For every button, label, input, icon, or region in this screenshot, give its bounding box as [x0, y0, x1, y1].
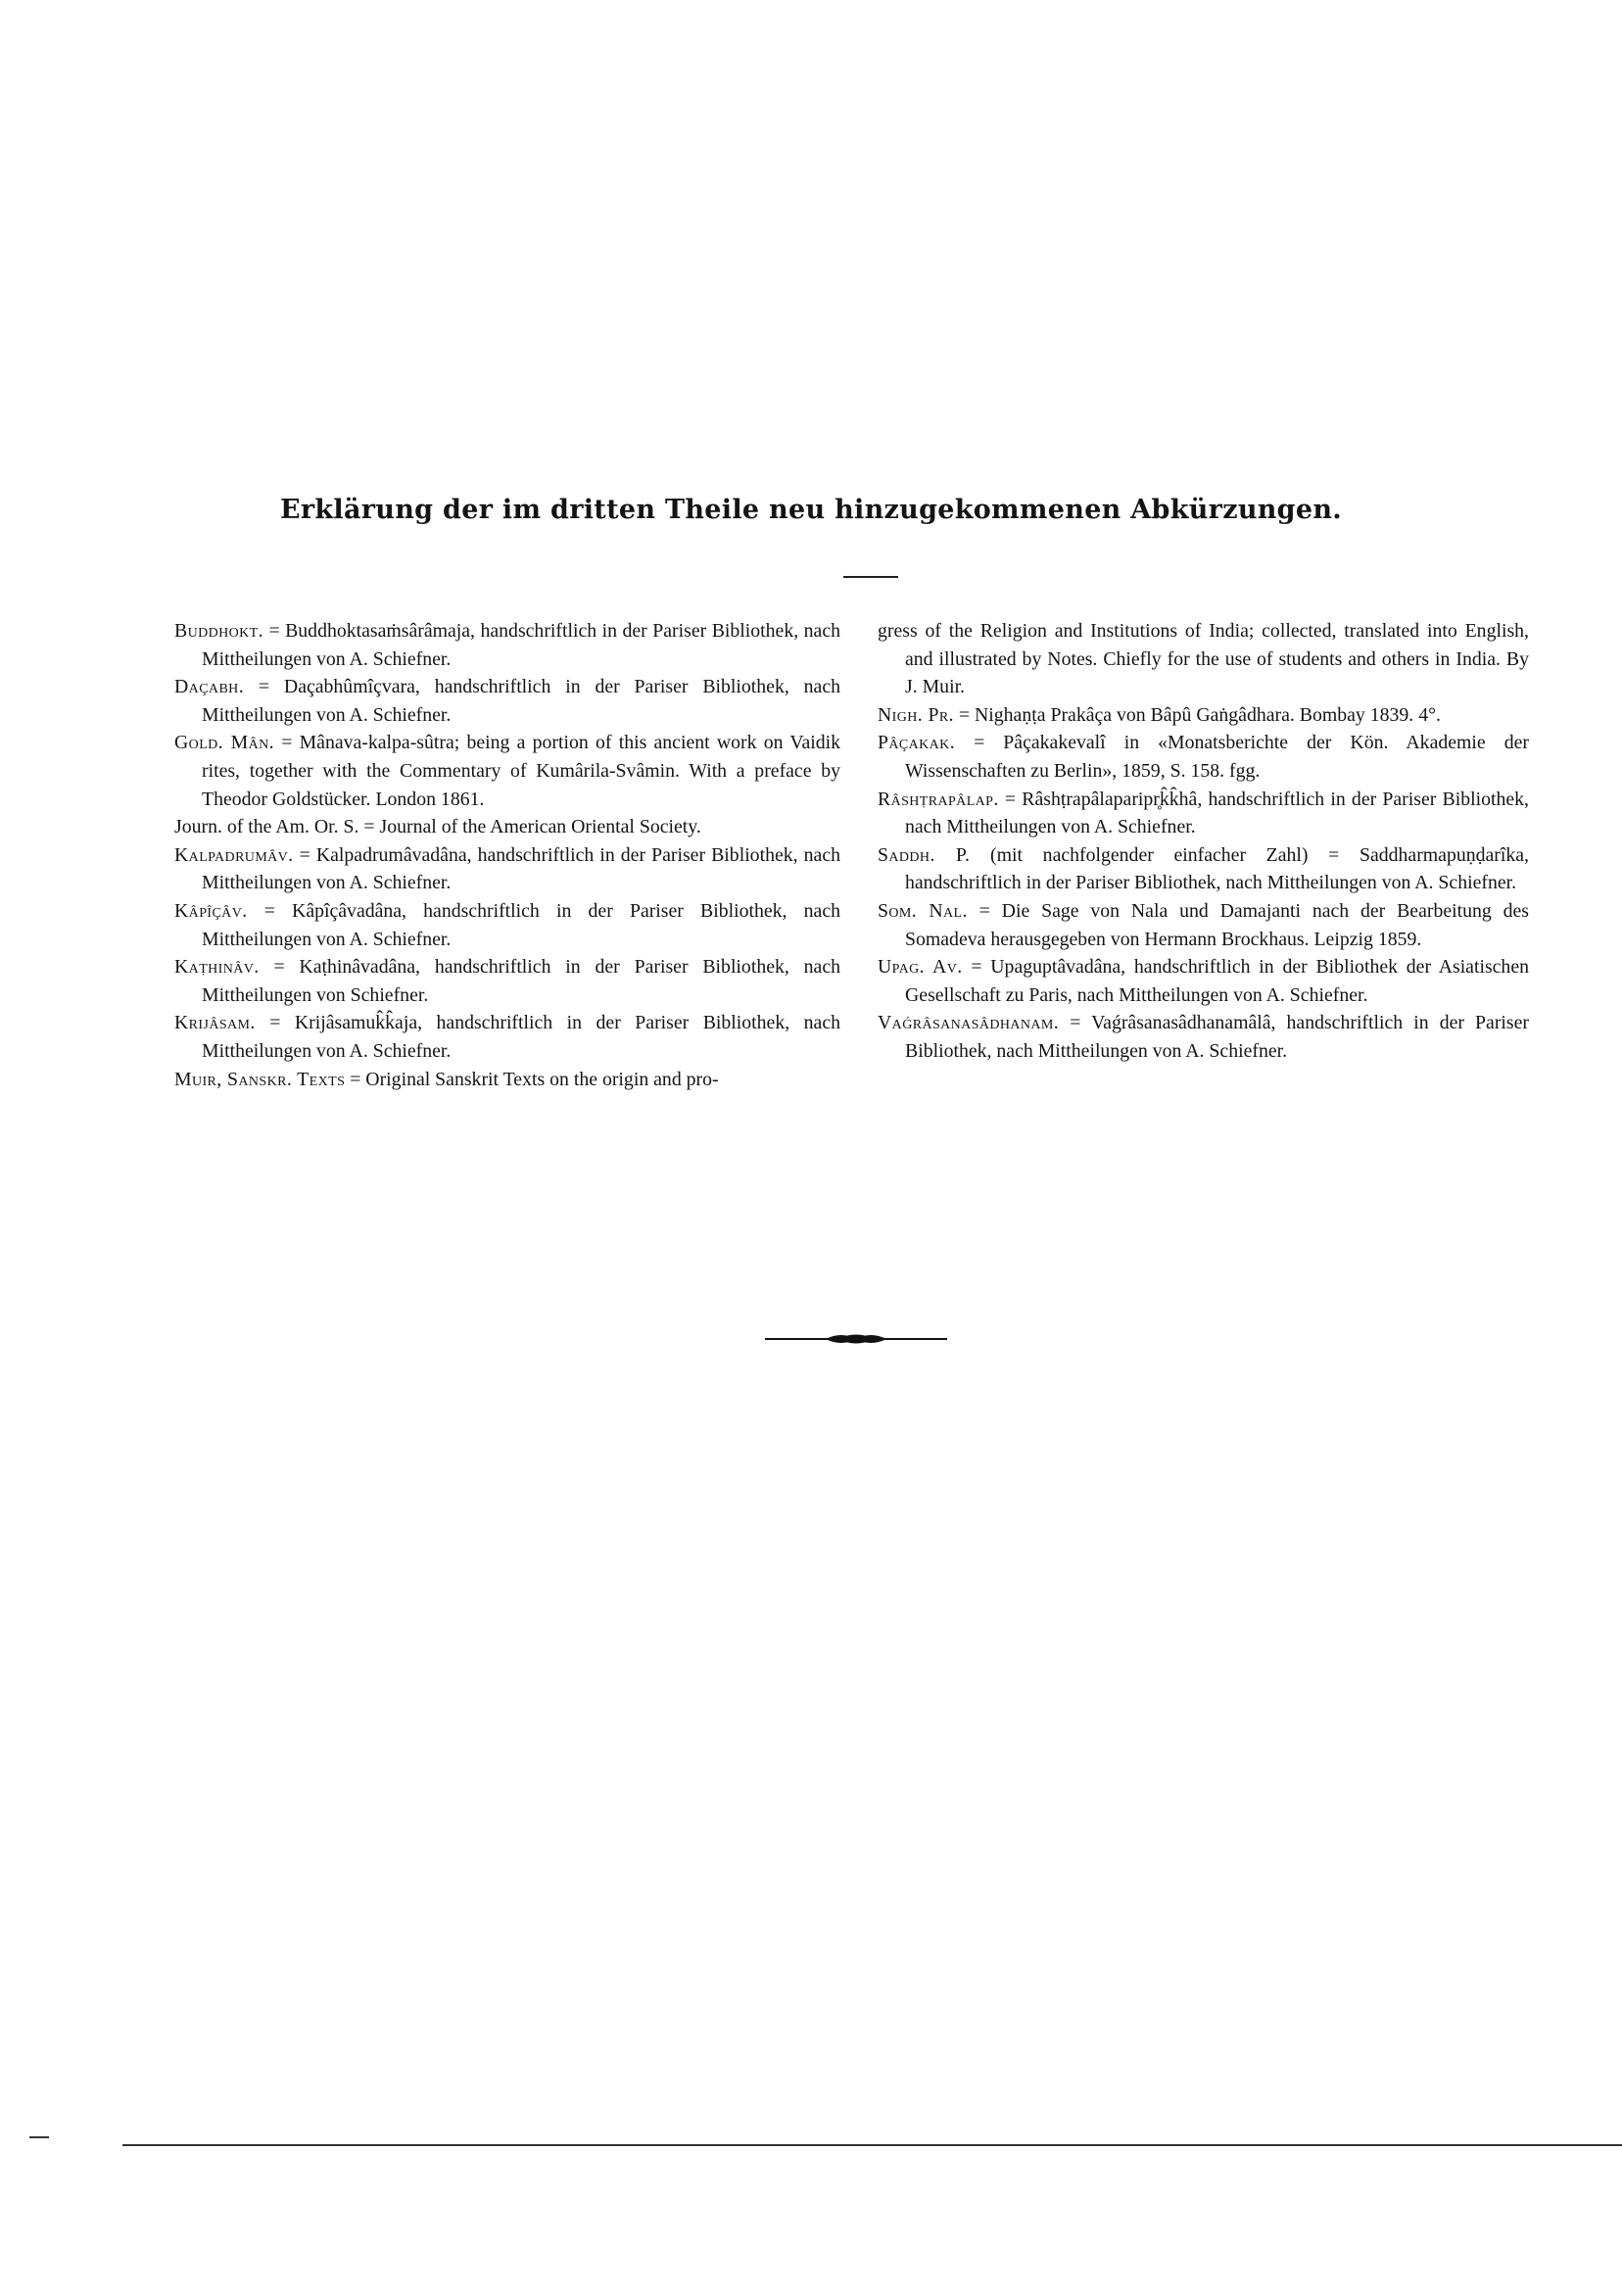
abbreviation-entry	[878, 729, 1529, 785]
entry-text: = Die Sage von Nala und Damajanti nach der Bearbeitung des Somadeva herausgegeben von Hermann Brockhaus. Leipzig 1859.	[905, 899, 1529, 950]
page-title: Erklärung der im dritten Theile neu hinzugekommenen Abkürzungen.	[280, 495, 1342, 525]
entry-abbreviation: Muir, Sanskr. Texts	[174, 1068, 346, 1090]
entry-text: = Kalpadrumâvadâna, handschriftlich in der Pariser Bibliothek, nach Mittheilungen von A. Schiefner.	[202, 843, 840, 894]
entry-text: = Pâçakakevalî in «Monatsberichte der Kön. Akademie der Wissenschaften zu Berlin», 1859, S. 158. fgg.	[905, 732, 1529, 782]
entry-abbreviation: Kalpadrumâv.	[174, 843, 294, 866]
entry-text: = Buddhoktasaṁsârâmaja, handschriftlich in der Pariser Bibliothek, nach Mittheilungen von A. Schiefner.	[202, 620, 840, 670]
abbreviation-entry	[878, 786, 1529, 841]
abbreviation-entry	[878, 897, 1529, 953]
entry-text: = Vaǵrâsanasâdhanamâlâ, handschriftlich in der Pariser Bibliothek, nach Mittheilungen von A. Schiefner.	[905, 1012, 1529, 1062]
entry-text: = Mânava-kalpa-sûtra; being a portion of this ancient work on Vaidik rites, together with the Commentary of Kumârila-Svâmin. With a preface by Theodor Goldstücker. London 1861.	[202, 732, 840, 810]
abbreviation-entry-continued	[878, 617, 1529, 701]
entry-abbreviation: Râshṭrapâlap.	[878, 788, 999, 810]
margin-mark	[29, 2136, 49, 2138]
entry-abbreviation: Pâçakak.	[878, 732, 956, 754]
entry-text: gress of the Religion and Institutions of India; collected, translated into English, and illustrated by Notes. Chiefly for the use of students and others in India. By J. Muir.	[878, 620, 1529, 698]
entry-text: = Nighaṇṭa Prakâça von Bâpû Gaṅgâdhara. Bombay 1839. 4°.	[953, 703, 1441, 726]
left-column	[174, 617, 840, 1093]
entry-abbreviation: Gold. Mân.	[174, 732, 274, 754]
ornament-divider	[765, 1332, 947, 1346]
abbreviation-entry	[174, 1066, 840, 1094]
entry-abbreviation: Som. Nal.	[878, 899, 968, 922]
abbreviation-entry	[174, 897, 840, 953]
entry-abbreviation: Journ. of the Am. Or. S.	[174, 816, 359, 838]
title-rule	[843, 576, 898, 578]
abbreviation-entry	[174, 617, 840, 673]
abbreviation-entry	[174, 673, 840, 729]
entry-abbreviation: Kâpîçâv.	[174, 899, 248, 922]
entry-text: = Original Sanskrit Texts on the origin and pro-	[345, 1068, 719, 1090]
entry-text: = Krijâsamuk̂k̂aja, handschriftlich in der Pariser Bibliothek, nach Mittheilungen von A. Schiefner.	[202, 1012, 840, 1062]
entry-abbreviation: Nigh. Pr.	[878, 703, 954, 726]
entry-text: = Kaṭhinâvadâna, handschriftlich in der Pariser Bibliothek, nach Mittheilungen von Schiefner.	[202, 956, 840, 1006]
entry-text: = Upaguptâvadâna, handschriftlich in der Bibliothek der Asiatischen Gesellschaft zu Paris, nach Mittheilungen von A. Schiefner.	[905, 956, 1529, 1006]
entry-abbreviation: Buddhokt.	[174, 620, 263, 642]
right-column	[878, 617, 1529, 1066]
abbreviation-entry	[174, 1009, 840, 1065]
entry-abbreviation: Kaṭhinâv.	[174, 956, 260, 979]
entry-abbreviation: Daçabh.	[174, 676, 245, 698]
abbreviation-entry	[878, 953, 1529, 1009]
abbreviation-entry	[174, 841, 840, 897]
entry-text: = Daçabhûmîçvara, handschriftlich in der Pariser Bibliothek, nach Mittheilungen von A. Schiefner.	[202, 676, 840, 726]
abbreviation-entry	[878, 1009, 1529, 1065]
abbreviation-entry	[174, 813, 840, 841]
abbreviation-entry	[174, 729, 840, 813]
entry-abbreviation: Saddh. P.	[878, 843, 971, 866]
entry-abbreviation: Upag. Av.	[878, 956, 963, 979]
entry-text: = Râshṭrapâlaparipr̥k̂k̂hâ, handschriftlich in der Pariser Bibliothek, nach Mittheilungen von A. Schiefner.	[905, 788, 1529, 838]
entry-text: = Kâpîçâvadâna, handschriftlich in der Pariser Bibliothek, nach Mittheilungen von A. Schiefner.	[202, 899, 840, 950]
entry-abbreviation: Krijâsam.	[174, 1012, 256, 1034]
abbreviation-entry	[174, 953, 840, 1009]
abbreviation-entry	[878, 701, 1529, 730]
entry-abbreviation: Vaǵrâsanasâdhanam.	[878, 1012, 1060, 1034]
bottom-rule	[122, 2144, 1622, 2146]
entry-text: (mit nachfolgender einfacher Zahl) = Saddharmapuṇḍarîka, handschriftlich in der Pariser Bibliothek, nach Mittheilungen von A. Schiefner.	[905, 843, 1530, 894]
entry-text: = Journal of the American Oriental Society.	[358, 816, 701, 838]
abbreviation-entry	[878, 841, 1529, 897]
